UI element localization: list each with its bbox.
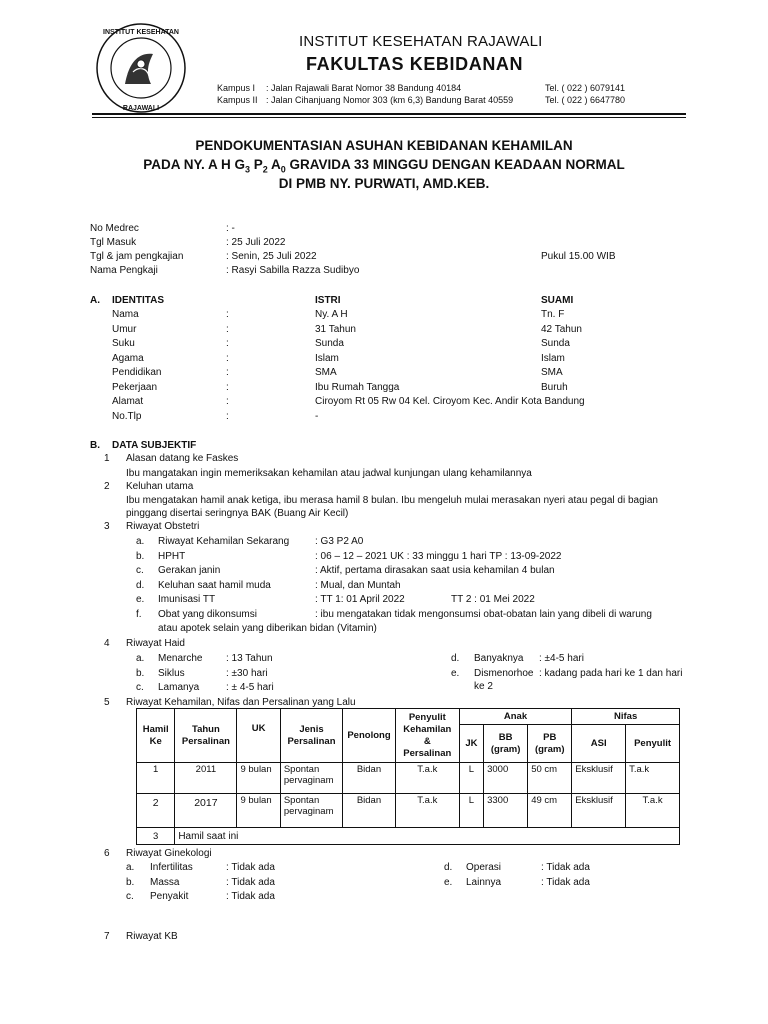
cell-hamil: 3: [137, 828, 175, 845]
cell-jenis: Spontan pervaginam: [280, 794, 342, 828]
cell-asi: Eksklusif: [572, 794, 626, 828]
haid-value: : ± 4-5 hari: [226, 682, 274, 693]
s2-num: 2: [104, 481, 110, 492]
identitas-istri: Islam: [315, 352, 339, 364]
obstetric-history-table: [136, 708, 680, 845]
title-pre: PADA NY. A H G: [143, 157, 245, 172]
gineko-label: Massa: [150, 876, 180, 888]
obstetri-value: : Mual, dan Muntah: [315, 579, 401, 591]
identitas-istri: Ny. A H: [315, 309, 348, 320]
obstetri-value: : G3 P2 A0: [315, 536, 364, 547]
haid-value: : kadang pada hari ke 1 dan hari: [539, 667, 683, 679]
obstetri-label: Keluhan saat hamil muda: [158, 579, 271, 591]
doc-title-line2: [0, 157, 768, 175]
s2-text-1: Ibu mengatakan hamil anak ketiga, ibu merasa hamil 8 bulan. Ibu mengeluh mulai merasakan nyeri atau pegal di bagian: [126, 495, 658, 506]
meta-label: No Medrec: [90, 223, 139, 234]
th-uk: UK: [237, 709, 280, 763]
identitas-suami: 42 Tahun: [541, 323, 582, 335]
haid-value: : ±4-5 hari: [539, 653, 584, 664]
cell-bb: 3000: [484, 763, 528, 794]
cell-jenis: Spontan pervaginam: [280, 763, 342, 794]
obstetri-value: : ibu mengatakan tidak mengonsumsi obat-obatan lain yang dibeli di warung: [315, 608, 652, 620]
gineko-letter: b.: [126, 876, 135, 888]
identitas-label: Umur: [112, 323, 137, 335]
cell-penyulit-nifas: T.a.k: [626, 763, 680, 794]
haid-letter: c.: [136, 682, 144, 693]
campus2-tel: Tel. ( 022 ) 6647780: [545, 95, 626, 105]
s4-title: Riwayat Haid: [126, 638, 185, 649]
s5-title: Riwayat Kehamilan, Nifas dan Persalinan yang Lalu: [126, 697, 356, 708]
obstetri-letter: f.: [136, 608, 142, 620]
obstetri-extra: TT 2 : 01 Mei 2022: [451, 594, 535, 605]
cell-asi: Eksklusif: [572, 763, 626, 794]
identitas-colon: :: [226, 309, 229, 320]
haid-value: : 13 Tahun: [226, 653, 273, 664]
svg-text:INSTITUT KESEHATAN: INSTITUT KESEHATAN: [103, 29, 179, 36]
haid-value: : ±30 hari: [226, 667, 268, 679]
identitas-istri: -: [315, 410, 319, 422]
th-bb: BB (gram): [484, 725, 528, 763]
doc-title-line1: PENDOKUMENTASIAN ASUHAN KEBIDANAN KEHAMILAN: [195, 138, 573, 153]
title-a-sub: 0: [280, 164, 286, 175]
haid-label: Dismenorhoe: [474, 667, 534, 679]
title-p-sub: 2: [262, 164, 268, 175]
cell-current-pregnancy: Hamil saat ini: [175, 828, 680, 845]
gineko-value: : Tidak ada: [226, 891, 275, 902]
identitas-istri: Ibu Rumah Tangga: [315, 381, 400, 393]
header-divider-thin: [92, 117, 686, 118]
campus1-tel: Tel. ( 022 ) 6079141: [545, 83, 626, 93]
gineko-label: Lainnya: [466, 876, 502, 888]
cell-pb: 49 cm: [528, 794, 572, 828]
section-a-title: IDENTITAS: [112, 295, 165, 306]
gineko-value: : Tidak ada: [226, 876, 275, 888]
cell-hamil: 1: [137, 763, 175, 794]
meta-label: Tgl & jam pengkajian: [90, 251, 184, 262]
obstetri-value: : TT 1: 01 April 2022: [315, 594, 405, 605]
obstetri-label: Obat yang dikonsumsi: [158, 608, 257, 620]
meta-value: : -: [226, 223, 235, 234]
identitas-colon: :: [226, 396, 229, 407]
cell-jk: L: [459, 794, 483, 828]
obstetri-label: Imunisasi TT: [158, 594, 216, 605]
identitas-label: Alamat: [112, 396, 144, 407]
identitas-label: Agama: [112, 352, 144, 364]
identitas-colon: :: [226, 381, 229, 393]
gineko-label: Operasi: [466, 862, 502, 873]
identitas-istri: Sunda: [315, 338, 344, 349]
gineko-letter: c.: [126, 891, 134, 902]
campus1-label: Kampus I: [217, 83, 256, 93]
obstetri-value: : 06 – 12 – 2021 UK : 33 minggu 1 hari TP : 13-09-2022: [315, 550, 562, 562]
identitas-suami: SMA: [541, 367, 563, 378]
s1-text: Ibu mangatakan ingin memeriksakan kehamilan atau jadwal kunjungan ulang kehamilannya: [126, 468, 532, 479]
gineko-value: : Tidak ada: [541, 876, 590, 888]
th-penolong: Penolong: [343, 709, 396, 763]
col-istri: ISTRI: [315, 295, 341, 306]
cell-jk: L: [459, 763, 483, 794]
s1-num: 1: [104, 453, 110, 464]
identitas-label: Suku: [112, 338, 135, 349]
th-asi: ASI: [572, 725, 626, 763]
th-jk: JK: [459, 725, 483, 763]
identitas-colon: :: [226, 352, 229, 364]
th-nifas: Nifas: [572, 709, 680, 725]
cell-bb: 3300: [484, 794, 528, 828]
haid-letter: d.: [451, 653, 460, 664]
obstetri-letter: c.: [136, 565, 144, 576]
th-tahun: Tahun Persalinan: [175, 709, 237, 763]
cell-uk: 9 bulan: [237, 794, 280, 828]
gineko-letter: a.: [126, 862, 135, 873]
cell-hamil: 2: [137, 794, 175, 828]
obstetri-letter: d.: [136, 579, 145, 591]
identitas-label: No.Tlp: [112, 410, 142, 422]
identitas-colon: :: [226, 338, 229, 349]
s1-title: Alasan datang ke Faskes: [126, 453, 239, 464]
cell-penolong: Bidan: [343, 794, 396, 828]
cell-penyulit-nifas: T.a.k: [626, 794, 680, 828]
th-jenis: Jenis Persalinan: [280, 709, 342, 763]
obstetri-label: Riwayat Kehamilan Sekarang: [158, 536, 290, 547]
haid-label: Banyaknya: [474, 653, 524, 664]
s7-title: Riwayat KB: [126, 931, 178, 942]
s3-num: 3: [104, 521, 110, 532]
cell-penyulit: T.a.k: [395, 794, 459, 828]
identitas-suami: Islam: [541, 352, 565, 364]
th-penyulit-nifas: Penyulit: [626, 725, 680, 763]
identitas-colon: :: [226, 367, 229, 378]
gineko-label: Infertilitas: [150, 862, 193, 873]
obstetri-letter: e.: [136, 594, 145, 605]
cell-tahun: 2017: [175, 794, 237, 828]
identitas-colon: :: [226, 323, 229, 335]
th-penyulit: Penyulit Kehamilan & Persalinan: [395, 709, 459, 763]
col-suami: SUAMI: [541, 295, 574, 306]
campus2-address: : Jalan Cihanjuang Nomor 303 (km 6,3) Bandung Barat 40559: [266, 95, 514, 105]
s2-title: Keluhan utama: [126, 481, 194, 492]
s3-f-cont: atau apotek selain yang diberikan bidan (Vitamin): [158, 623, 377, 634]
haid-label: Lamanya: [158, 682, 200, 693]
s4-e-cont: ke 2: [474, 681, 493, 692]
meta-label: Nama Pengkaji: [90, 265, 158, 276]
haid-label: Menarche: [158, 653, 203, 664]
gineko-value: : Tidak ada: [226, 862, 275, 873]
identitas-label: Pendidikan: [112, 367, 162, 378]
meta-value: : Rasyi Sabilla Razza Sudibyo: [226, 265, 360, 276]
title-a: A: [267, 157, 281, 172]
meta-label: Tgl Masuk: [90, 237, 137, 248]
obstetri-letter: b.: [136, 550, 145, 562]
cell-penyulit: T.a.k: [395, 763, 459, 794]
title-post: GRAVIDA 33 MINGGU DENGAN KEADAAN NORMAL: [285, 157, 625, 172]
identitas-colon: :: [226, 410, 229, 422]
haid-letter: e.: [451, 667, 460, 679]
obstetri-letter: a.: [136, 536, 145, 547]
identitas-label: Pekerjaan: [112, 381, 158, 393]
institution-name: INSTITUT KESEHATAN RAJAWALI: [299, 33, 543, 50]
section-a-letter: A.: [90, 295, 100, 306]
identitas-istri: 31 Tahun: [315, 323, 356, 335]
th-pb: PB (gram): [528, 725, 572, 763]
header-divider-thick: [92, 113, 686, 115]
table-row: [137, 828, 680, 845]
s2-text-2: pinggang disertai seringnya BAK (Buang Air Kecil): [126, 508, 349, 519]
table-row: [137, 763, 680, 794]
table-row: [137, 794, 680, 828]
institution-seal: [95, 22, 187, 114]
cell-penolong: Bidan: [343, 763, 396, 794]
identitas-istri: Ciroyom Rt 05 Rw 04 Kel. Ciroyom Kec. Andir Kota Bandung: [315, 396, 585, 407]
gineko-letter: d.: [444, 862, 453, 873]
s4-num: 4: [104, 638, 110, 649]
s6-title: Riwayat Ginekologi: [126, 848, 212, 859]
section-b-letter: B.: [90, 440, 100, 451]
campus2-label: Kampus II: [217, 95, 258, 105]
section-b-title: DATA SUBJEKTIF: [112, 440, 197, 451]
identitas-suami: Buruh: [541, 381, 568, 393]
obstetri-value: : Aktif, pertama dirasakan saat usia kehamilan 4 bulan: [315, 565, 555, 576]
title-g-sub: 3: [244, 164, 250, 175]
haid-letter: a.: [136, 653, 145, 664]
th-hamil: Hamil Ke: [137, 709, 175, 763]
th-anak: Anak: [459, 709, 572, 725]
doc-title-line3: DI PMB NY. PURWATI, AMD.KEB.: [278, 176, 490, 191]
gineko-label: Penyakit: [150, 891, 189, 902]
meta-value: : 25 Juli 2022: [226, 237, 286, 248]
s7-num: 7: [104, 931, 110, 942]
title-p: P: [249, 157, 263, 172]
gineko-value: : Tidak ada: [541, 862, 590, 873]
faculty-name: FAKULTAS KEBIDANAN: [306, 54, 524, 74]
s6-num: 6: [104, 848, 110, 859]
cell-uk: 9 bulan: [237, 763, 280, 794]
meta-value: : Senin, 25 Juli 2022: [226, 251, 317, 262]
obstetri-label: HPHT: [158, 550, 186, 562]
identitas-istri: SMA: [315, 367, 337, 378]
s3-title: Riwayat Obstetri: [126, 521, 200, 532]
identitas-label: Nama: [112, 309, 139, 320]
s5-num: 5: [104, 697, 110, 708]
haid-label: Siklus: [158, 667, 185, 679]
identitas-suami: Tn. F: [541, 309, 565, 320]
obstetri-label: Gerakan janin: [158, 565, 221, 576]
svg-text:RAJAWALI: RAJAWALI: [122, 105, 160, 112]
cell-tahun: 2011: [175, 763, 237, 794]
identitas-suami: Sunda: [541, 338, 570, 349]
campus1-address: : Jalan Rajawali Barat Nomor 38 Bandung 40184: [266, 83, 462, 93]
cell-pb: 50 cm: [528, 763, 572, 794]
gineko-letter: e.: [444, 876, 453, 888]
haid-letter: b.: [136, 667, 145, 679]
meta-extra: Pukul 15.00 WIB: [541, 251, 616, 262]
